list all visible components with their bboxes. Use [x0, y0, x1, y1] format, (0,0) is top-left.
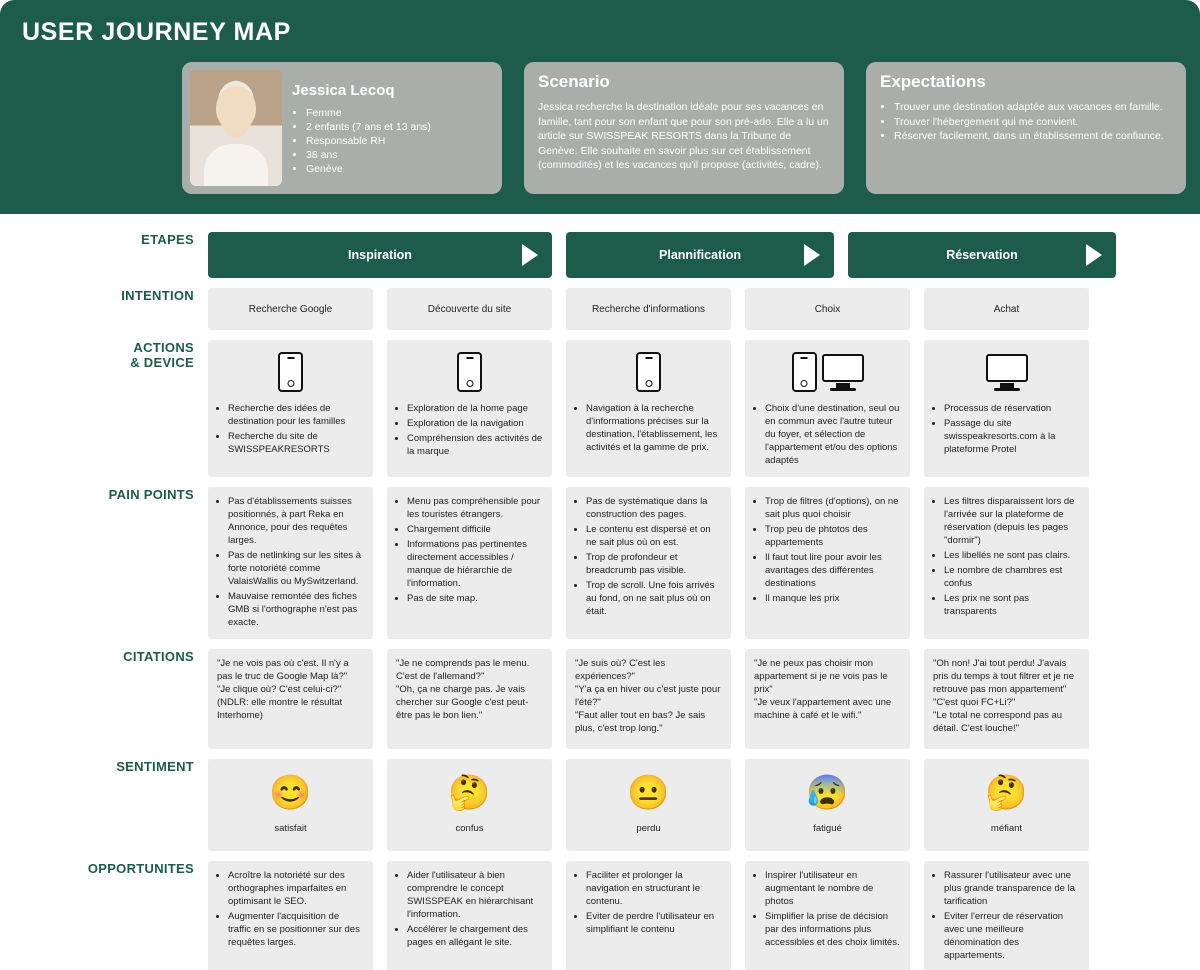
header-cards [182, 62, 1186, 194]
intention-cell: Découverte du site [387, 288, 552, 330]
list-item: • Les libellés ne sont pas clairs. [944, 549, 1080, 562]
row-label-citations: CITATIONS [123, 649, 194, 664]
list-item: • Pas de netlinking sur les sites à forte notoriété comme ValaisWallis ou MySwitzerland. [228, 549, 364, 588]
actions-cell [566, 340, 731, 477]
sentiment-cell [924, 759, 1089, 851]
list-item: • Réserver facilement, dans un établissement de confiance. [894, 129, 1172, 144]
row-label-actions [18, 340, 208, 370]
list-item: • Trop de profondeur et breadcrumb pas visible. [586, 551, 722, 577]
list-item: • Pas de systématique dans la construction des pages. [586, 495, 722, 521]
scenario-text: Jessica recherche la destination idéale pour ses vacances en famille, tant pour son enfant que pour son pré-ado. Elle a lu un article sur SWISSPEAK RESORTS dans la Tribune de Genève. Elle souhaite en savoir plus sur cet établissement (commodités) et les vacances qu'il propose (activités, cadre). [538, 101, 829, 171]
list-item: • Trouver une destination adaptée aux vacances en famille. [894, 100, 1172, 115]
citations-cell [745, 649, 910, 749]
emoji-icon: 😐 [627, 773, 670, 812]
list-item: • Exploration de la home page [407, 402, 543, 415]
stage-inspiration[interactable] [208, 232, 552, 278]
quote: "Je ne comprends pas le menu. C'est de l'allemand?" [396, 658, 530, 682]
list-item: • Les filtres disparaissent lors de l'arrivée sur la plateforme de réservation (depuis les pages "dormir") [944, 495, 1080, 547]
pain-points-cell [387, 487, 552, 639]
citations-cells [208, 649, 1089, 749]
phone-icon [636, 352, 661, 392]
intention-cell: Recherche d'informations [566, 288, 731, 330]
stage-plannification[interactable] [566, 232, 834, 278]
pain-points-cell [924, 487, 1089, 639]
emoji-icon: 😰 [806, 773, 849, 812]
phone-icon [792, 352, 817, 392]
stage-cells [208, 232, 1116, 278]
expectations-text [880, 100, 1172, 144]
intention-cells [208, 288, 1089, 330]
quote: "Le total ne correspond pas au détail. C'est louche!" [933, 710, 1063, 734]
list-item: • Trop de scroll. Une fois arrivés au fond, on ne sait plus où on était. [586, 579, 722, 618]
arrow-right-icon [1086, 244, 1102, 266]
device-icons [933, 346, 1080, 392]
journey-grid [0, 214, 1200, 970]
quote: "Oh, ça ne charge pas. Je vais chercher sur Google c'est peut-être pas le bon lien." [396, 684, 529, 721]
list-item: • Femme [306, 106, 431, 120]
pain-points-cell [566, 487, 731, 639]
opportunites-cell [387, 861, 552, 970]
emoji-icon: 🤔 [985, 773, 1028, 812]
row-label-etapes: ETAPES [141, 232, 194, 247]
scenario-card [524, 62, 844, 194]
quote: "Je clique où? C'est celui-ci?" (NDLR: elle montre le résultat Interhome) [217, 684, 343, 721]
row-actions [18, 340, 1182, 477]
actions-cell [924, 340, 1089, 477]
persona-name: Jessica Lecoq [292, 82, 395, 99]
quote: "Je suis où? C'est les expériences?" [575, 658, 666, 682]
sentiment-cells [208, 759, 1089, 851]
list-item: • Processus de réservation [944, 402, 1080, 415]
list-item: • Simplifier la prise de décision par des informations plus accessibles et des choix limités. [765, 910, 901, 949]
sentiment-cell [745, 759, 910, 851]
list-item: • Les prix ne sont pas transparents [944, 592, 1080, 618]
list-item: • Le nombre de chambres est confus [944, 564, 1080, 590]
actions-cell [387, 340, 552, 477]
expectations-title: Expectations [880, 72, 986, 91]
quote: "Y'a ça en hiver ou c'est juste pour l'été?" [575, 684, 721, 708]
list-item: • Trop peu de phtotos des appartements [765, 523, 901, 549]
sentiment-label: fatigué [813, 822, 842, 834]
list-item: • Il faut tout lire pour avoir les avantages des différentes destinations [765, 551, 901, 590]
row-sentiment [18, 759, 1182, 851]
list-item: • Navigation à la recherche d'informations précises sur la destination, l'établissement, les activités et la gamme de prix. [586, 402, 722, 454]
emoji-icon: 🤔 [448, 773, 491, 812]
quote: "C'est quoi FC+Li?" [933, 697, 1016, 708]
row-label-opportunites: OPPORTUNITES [87, 861, 194, 876]
expectations-card [866, 62, 1186, 194]
opportunites-cell [924, 861, 1089, 970]
list-item: • Eviter l'erreur de réservation avec une meilleure dénomination des appartements. [944, 910, 1080, 962]
list-item: • Compréhension des activités de la marque [407, 432, 543, 458]
list-item: • 38 ans [306, 148, 431, 162]
device-icons [754, 346, 901, 392]
intention-cell: Recherche Google [208, 288, 373, 330]
scenario-title: Scenario [538, 72, 610, 91]
sentiment-label: perdu [636, 822, 661, 834]
stage-label: Plannification [659, 248, 741, 262]
list-item: • Le contenu est dispersé et on ne sait plus où on est. [586, 523, 722, 549]
arrow-right-icon [522, 244, 538, 266]
quote: "Je ne peux pas choisir mon appartement si je ne vois pas le prix" [754, 658, 888, 695]
emoji-icon: 😊 [269, 773, 312, 812]
persona-card [182, 62, 502, 194]
row-intention [18, 288, 1182, 330]
list-item: • Acroître la notoriété sur des orthographes imparfaites en optimisant le SEO. [228, 869, 364, 908]
avatar [190, 70, 282, 186]
list-item: • Recherche des idées de destination pour les familles [228, 402, 364, 428]
citations-cell [924, 649, 1089, 749]
actions-cells [208, 340, 1089, 477]
list-item: • Recherche du site de SWISSPEAKRESORTS [228, 430, 364, 456]
monitor-icon [822, 354, 864, 392]
actions-cell [208, 340, 373, 477]
device-icons [217, 346, 364, 392]
row-opportunites [18, 861, 1182, 970]
list-item: • Rassurer l'utilisateur avec une plus grande transparence de la tarification [944, 869, 1080, 908]
opportunites-cell [745, 861, 910, 970]
monitor-icon [986, 354, 1028, 392]
list-item: • Pas de site map. [407, 592, 543, 605]
persona-details [292, 106, 431, 176]
row-label-actions-sub: & DEVICE [130, 355, 194, 370]
list-item: • Mauvaise remontée des fiches GMB si l'orthographe n'est pas exacte. [228, 590, 364, 629]
list-item: • Il manque les prix [765, 592, 901, 605]
row-label-intention: INTENTION [121, 288, 194, 303]
row-etapes [18, 232, 1182, 278]
device-icons [575, 346, 722, 392]
list-item: • Aider l'utilisateur à bien comprendre le concept SWISSPEAK en hiérarchisant l'information. [407, 869, 543, 921]
arrow-right-icon [804, 244, 820, 266]
sentiment-label: méfiant [990, 822, 1023, 834]
list-item: • Responsable RH [306, 134, 431, 148]
list-item: • Trop de filtres (d'options), on ne sait plus quoi choisir [765, 495, 901, 521]
pain-points-cell [745, 487, 910, 639]
list-item: • Inspirer l'utilisateur en augmentant le nombre de photos [765, 869, 901, 908]
row-label-actions-main: ACTIONS [133, 340, 194, 355]
list-item: • Accélérer le chargement des pages en allégant le site. [407, 923, 543, 949]
list-item: • Exploration de la navigation [407, 417, 543, 430]
phone-icon [278, 352, 303, 392]
actions-cell [745, 340, 910, 477]
row-pain-points [18, 487, 1182, 639]
stage-label: Réservation [946, 248, 1018, 262]
sentiment-cell [208, 759, 373, 851]
list-item: • Augmenter l'acquisition de traffic en se positionner sur des requêtes larges. [228, 910, 364, 949]
quote: "Oh non! J'ai tout perdu! J'avais pris du temps à tout filtrer et je ne retrouve pas mon appartement" [933, 658, 1074, 695]
quote: "Faut aller tout en bas? Je sais plus, c'est trop long." [575, 710, 706, 734]
quote: "Je ne vois pas où c'est. Il n'y a pas le truc de Google Map là?" [217, 658, 349, 682]
sentiment-cell [387, 759, 552, 851]
stage-label: Inspiration [348, 248, 412, 262]
page-title: USER JOURNEY MAP [22, 18, 291, 46]
quote: "Je veux l'appartement avec une machine à café et le wifi." [754, 697, 892, 721]
pain-points-cells [208, 487, 1089, 639]
list-item: • Chargement difficile [407, 523, 543, 536]
list-item: • Faciliter et prolonger la navigation en structurant le contenu. [586, 869, 722, 908]
list-item: • Pas d'établissements suisses positionnés, à part Reka en Annonce, pour des requêtes larges. [228, 495, 364, 547]
list-item: • Eviter de perdre l'utilisateur en simplifiant le contenu [586, 910, 722, 936]
intention-cell: Achat [924, 288, 1089, 330]
sentiment-label: confus [455, 822, 484, 834]
citations-cell [387, 649, 552, 749]
list-item: • Informations pas pertinentes directement accessibles / manque de hiérarchie de l'information. [407, 538, 543, 590]
stage-reservation[interactable] [848, 232, 1116, 278]
sentiment-label: satisfait [274, 822, 307, 834]
list-item: • Choix d'une destination, seul ou en commun avec l'autre tuteur du foyer, et sélection de l'appartement et/ou des options adaptés [765, 402, 901, 467]
sentiment-cell [566, 759, 731, 851]
list-item: • Trouver l'hébergement qui me convient. [894, 115, 1172, 130]
header [0, 0, 1200, 214]
phone-icon [457, 352, 482, 392]
list-item: • Passage du site swisspeakresorts.com à la plateforme Protel [944, 417, 1080, 456]
opportunites-cell [566, 861, 731, 970]
device-icons [396, 346, 543, 392]
citations-cell [566, 649, 731, 749]
pain-points-cell [208, 487, 373, 639]
row-citations [18, 649, 1182, 749]
list-item: • Menu pas compréhensible pour les touristes étrangers. [407, 495, 543, 521]
list-item: • Genève [306, 162, 431, 176]
persona-info [292, 70, 431, 186]
row-label-sentiment: SENTIMENT [116, 759, 194, 774]
row-label-pain-points: PAIN POINTS [108, 487, 194, 502]
citations-cell [208, 649, 373, 749]
opportunites-cell [208, 861, 373, 970]
opportunites-cells [208, 861, 1089, 970]
list-item: • 2 enfants (7 ans et 13 ans) [306, 120, 431, 134]
intention-cell: Choix [745, 288, 910, 330]
